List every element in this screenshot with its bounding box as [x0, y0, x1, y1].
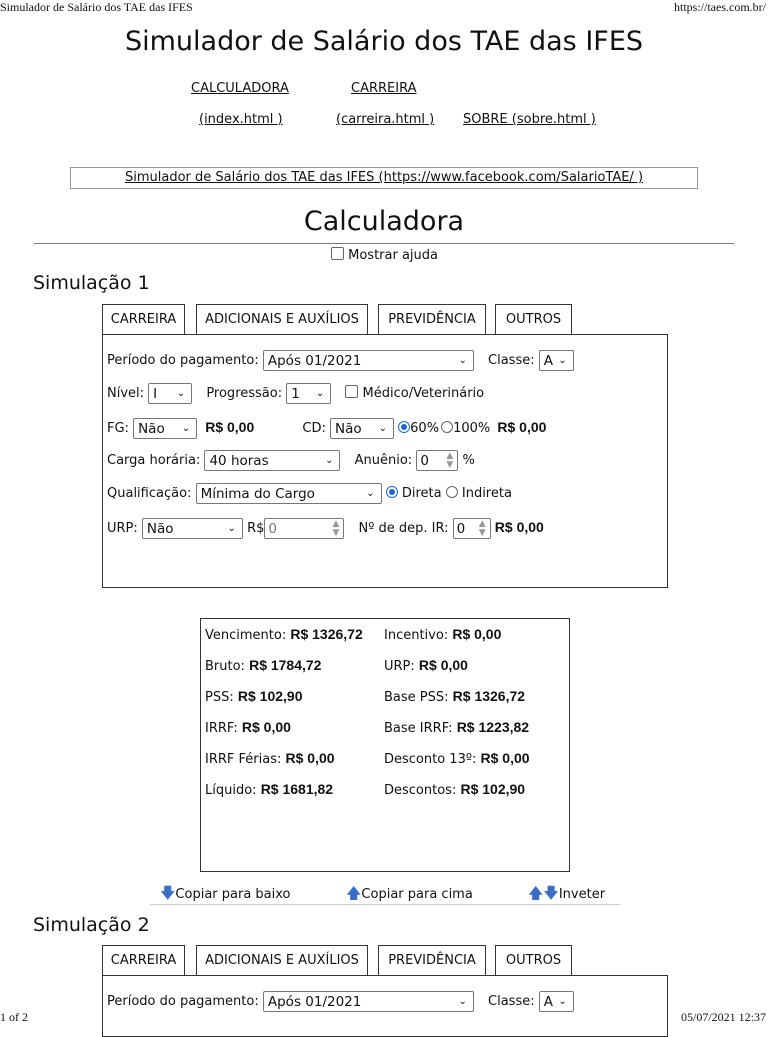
- classe-label-2: Classe:: [488, 994, 535, 1009]
- periodo-select-2[interactable]: Após 01/2021 ⌄: [263, 991, 474, 1012]
- fg-select[interactable]: Não ⌄: [133, 418, 197, 439]
- periodo-label-2: Período do pagamento:: [107, 994, 259, 1009]
- arrow-up-icon: 🡅: [346, 884, 362, 902]
- nav-carreira[interactable]: CARREIRA: [351, 81, 417, 96]
- row-qualificacao: [107, 482, 512, 506]
- tab-previdencia[interactable]: PREVIDÊNCIA: [378, 304, 486, 335]
- nav-calculadora[interactable]: CALCULADORA: [191, 81, 289, 96]
- nav-sobre[interactable]: SOBRE (sobre.html ): [463, 112, 596, 127]
- indireta-radio[interactable]: [446, 486, 458, 498]
- browser-url: https://taes.com.br/: [674, 0, 766, 14]
- nivel-label: Nível:: [107, 386, 145, 401]
- row-periodo: [107, 349, 574, 373]
- row-carga: [107, 449, 475, 473]
- periodo-select[interactable]: Após 01/2021 ⌄: [263, 350, 474, 371]
- copy-actions-bar: [150, 880, 620, 905]
- periodo-label: Período do pagamento:: [107, 353, 259, 368]
- cd-select[interactable]: Não ⌄: [330, 418, 394, 439]
- nav-calculadora-href[interactable]: (index.html ): [199, 112, 283, 127]
- row-nivel: [107, 382, 484, 406]
- chevron-down-icon: ⌄: [227, 523, 236, 534]
- fg-amount: R$ 0,00: [205, 419, 255, 435]
- chevron-down-icon: ⌄: [558, 355, 567, 366]
- cd-label: CD:: [302, 421, 326, 436]
- result-pss: PSS: R$ 102,90: [205, 688, 303, 705]
- tab-adicionais[interactable]: ADICIONAIS E AUXÍLIOS: [196, 304, 368, 335]
- urp-select[interactable]: Não ⌄: [142, 518, 243, 539]
- chevron-down-icon: ⌄: [181, 423, 191, 434]
- tab-carreira[interactable]: CARREIRA: [102, 304, 185, 335]
- divider: [34, 243, 734, 244]
- copy-down-button[interactable]: 🡇Copiar para baixo: [160, 884, 291, 902]
- fg-label: FG:: [107, 421, 129, 436]
- pct60-label: 60%: [410, 421, 440, 436]
- tab-adicionais-2[interactable]: ADICIONAIS E AUXÍLIOS: [196, 945, 368, 976]
- show-help-toggle[interactable]: [331, 247, 438, 263]
- page-indicator: 1 of 2: [0, 1010, 28, 1024]
- pct100-label: 100%: [453, 421, 491, 436]
- row-periodo-2: [107, 990, 574, 1014]
- nivel-select[interactable]: I ⌄: [148, 383, 192, 404]
- site-title: Simulador de Salário dos TAE das IFES: [124, 26, 644, 57]
- row-fg: [107, 415, 546, 439]
- result-vencimento: Vencimento: R$ 1326,72: [205, 626, 363, 643]
- tab-previdencia-2[interactable]: PREVIDÊNCIA: [378, 945, 486, 976]
- medico-label: Médico/Veterinário: [362, 386, 485, 401]
- tab-carreira-2[interactable]: CARREIRA: [102, 945, 185, 976]
- classe-select-2[interactable]: A ⌄: [539, 991, 574, 1012]
- dep-amount: R$ 0,00: [494, 519, 544, 535]
- qualificacao-label: Qualificação:: [107, 486, 192, 501]
- cd-amount: R$ 0,00: [497, 419, 547, 435]
- facebook-box: [70, 167, 698, 189]
- result-irrf-ferias: IRRF Férias: R$ 0,00: [205, 750, 335, 767]
- simulation-1-panel: [102, 334, 668, 588]
- dep-label: Nº de dep. IR:: [358, 521, 449, 536]
- row-urp: [107, 515, 544, 539]
- pct100-radio[interactable]: [441, 421, 453, 433]
- result-descontos: Descontos: R$ 102,90: [384, 781, 526, 798]
- dep-input[interactable]: 0 ▲ ▼: [453, 518, 491, 539]
- urp-currency-label: R$: [247, 521, 265, 536]
- result-liquido: Líquido: R$ 1681,82: [205, 781, 334, 798]
- chevron-down-icon: ⌄: [325, 455, 334, 466]
- chevron-down-icon: ⌄: [558, 996, 567, 1007]
- direta-radio[interactable]: [386, 486, 398, 498]
- classe-select[interactable]: A ⌄: [539, 350, 574, 371]
- result-irrf: IRRF: R$ 0,00: [205, 719, 291, 736]
- qualificacao-select[interactable]: Mínima do Cargo ⌄: [196, 483, 382, 504]
- arrow-down-icon: 🡇: [160, 884, 176, 902]
- tab-outros-2[interactable]: OUTROS: [495, 945, 572, 976]
- chevron-down-icon: ⌄: [315, 388, 325, 399]
- show-help-label: Mostrar ajuda: [348, 248, 439, 263]
- results-panel: [200, 618, 570, 872]
- facebook-link[interactable]: Simulador de Salário dos TAE das IFES (https://www.facebook.com/SalarioTAE/ ): [124, 170, 644, 185]
- medico-checkbox[interactable]: [345, 385, 358, 398]
- urp-amount-input[interactable]: 0 ▲ ▼: [264, 518, 344, 539]
- spinner-icon: ▲ ▼: [332, 519, 340, 538]
- progressao-select[interactable]: 1 ⌄: [286, 383, 331, 404]
- print-datetime: 05/07/2021 12:37: [680, 1010, 766, 1024]
- chevron-down-icon: ⌄: [378, 423, 388, 434]
- arrow-down-icon: 🡇: [543, 884, 559, 902]
- result-urp: URP: R$ 0,00: [384, 657, 468, 674]
- chevron-down-icon: ⌄: [458, 996, 467, 1007]
- indireta-label: Indireta: [461, 486, 512, 501]
- spinner-icon: ▲ ▼: [478, 519, 486, 538]
- anuenio-label: Anuênio:: [354, 453, 413, 468]
- result-base-pss: Base PSS: R$ 1326,72: [384, 688, 526, 705]
- carga-label: Carga horária:: [107, 453, 201, 468]
- anuenio-pct: %: [462, 453, 475, 468]
- pct60-radio[interactable]: [398, 421, 410, 433]
- progressao-label: Progressão:: [206, 386, 283, 401]
- simulation-2-panel: [102, 975, 668, 1037]
- result-desconto-13: Desconto 13º: R$ 0,00: [384, 750, 530, 767]
- browser-page-title: Simulador de Salário dos TAE das IFES: [0, 0, 193, 14]
- show-help-checkbox[interactable]: [331, 247, 344, 260]
- tab-outros[interactable]: OUTROS: [495, 304, 572, 335]
- result-incentivo: Incentivo: R$ 0,00: [384, 626, 502, 643]
- direta-label: Direta: [401, 486, 442, 501]
- urp-label: URP:: [107, 521, 138, 536]
- result-bruto: Bruto: R$ 1784,72: [205, 657, 322, 674]
- copy-up-button[interactable]: 🡅Copiar para cima: [346, 884, 473, 902]
- anuenio-input[interactable]: 0 ▲ ▼: [416, 450, 458, 471]
- invert-button[interactable]: 🡅🡇Inveter: [528, 884, 606, 902]
- result-base-irrf: Base IRRF: R$ 1223,82: [384, 719, 530, 736]
- classe-label: Classe:: [488, 353, 535, 368]
- chevron-down-icon: ⌄: [176, 388, 186, 399]
- arrow-up-icon: 🡅: [528, 884, 544, 902]
- simulation-1-heading: Simulação 1: [33, 272, 150, 294]
- simulation-2-heading: Simulação 2: [33, 914, 150, 936]
- spinner-icon: ▲ ▼: [446, 451, 454, 470]
- chevron-down-icon: ⌄: [458, 355, 467, 366]
- carga-select[interactable]: 40 horas ⌄: [204, 450, 340, 471]
- chevron-down-icon: ⌄: [366, 488, 375, 499]
- nav-carreira-href[interactable]: (carreira.html ): [336, 112, 435, 127]
- calculator-heading: Calculadora: [303, 206, 465, 237]
